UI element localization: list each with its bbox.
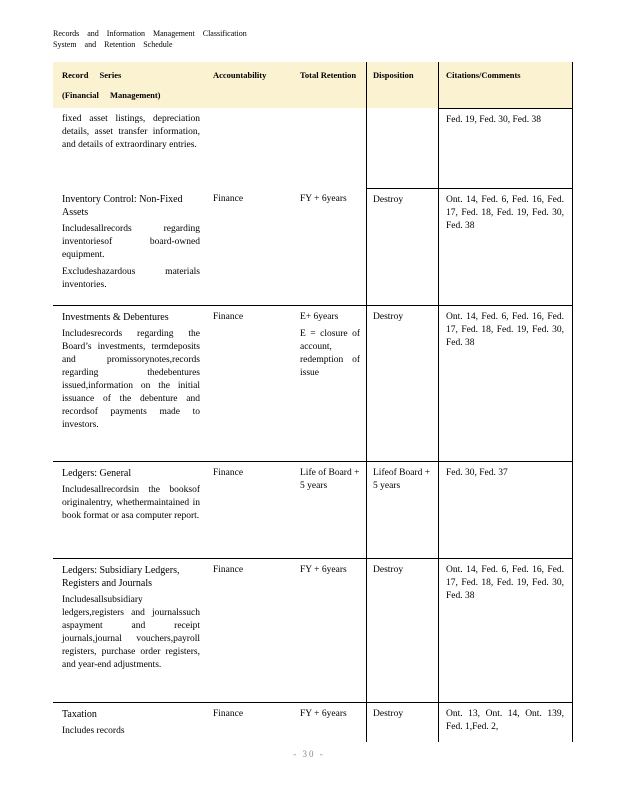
record-series-cell	[53, 703, 210, 742]
citations-cell	[438, 306, 573, 461]
table-row	[53, 188, 573, 305]
record-description: Includes records	[62, 726, 125, 736]
record-title: Ledgers: Subsidiary Ledgers, Registers and Journals	[62, 565, 180, 589]
citations-cell	[438, 462, 573, 558]
record-series-cell	[53, 462, 210, 558]
record-title: Inventory Control: Non-Fixed Assets	[62, 194, 183, 218]
citations-text: Ont. 13, Ont. 14, Ont. 139, Fed. 1,Fed. 2,	[446, 709, 564, 732]
retention-cell: Life of Board + 5 years	[300, 468, 360, 491]
disposition-cell	[366, 108, 438, 188]
record-series-cell	[53, 559, 210, 702]
disposition-cell: Destroy	[366, 306, 438, 461]
document-title-line2: System and Retention Schedule	[53, 40, 173, 49]
retention-cell	[295, 306, 366, 461]
retention-text: E+ 6years	[300, 312, 339, 322]
citations-text: Fed. 30, Fed. 37	[446, 468, 508, 478]
record-description: Includesallrecordsin the booksof originalentry, whethermaintained in book format or asa computer report.	[62, 485, 200, 521]
disposition-cell: Destroy	[366, 703, 438, 742]
record-description: Includesallrecords regarding inventoriesof board-owned equipment.	[62, 224, 200, 260]
column-header-record-series-label: Record Series	[62, 70, 122, 80]
table-row	[53, 702, 573, 742]
table-row	[53, 558, 573, 702]
record-title: Taxation	[62, 709, 97, 720]
record-series-cell	[53, 306, 210, 461]
accountability-cell: Finance	[213, 312, 244, 322]
record-series-cell	[53, 108, 210, 188]
table-row	[53, 305, 573, 461]
disposition-cell: Lifeof Board + 5 years	[366, 462, 438, 558]
accountability-cell: Finance	[213, 194, 244, 204]
retention-cell: FY + 6years	[300, 565, 347, 575]
retention-schedule-table	[53, 62, 573, 742]
table-row	[53, 108, 573, 188]
accountability-cell	[210, 108, 295, 188]
retention-cell	[295, 108, 366, 188]
record-title: Ledgers: General	[62, 468, 132, 479]
table-row	[53, 461, 573, 558]
citations-cell	[438, 188, 573, 305]
citations-text: Ont. 14, Fed. 6, Fed. 16, Fed. 17, Fed. 18, Fed. 19, Fed. 30, Fed. 38	[446, 195, 564, 231]
retention-cell: FY + 6years	[300, 709, 347, 719]
column-header-total-retention: Total Retention	[300, 70, 357, 80]
disposition-cell: Destroy	[366, 188, 438, 305]
citations-cell	[438, 703, 573, 742]
column-header-record-series	[53, 62, 210, 108]
column-header-citations: Citations/Comments	[438, 62, 573, 108]
citations-cell	[438, 108, 573, 188]
record-series-cell	[53, 188, 210, 305]
accountability-cell: Finance	[213, 468, 244, 478]
citations-cell	[438, 559, 573, 702]
document-title-line1: Records and Information Management Classification	[53, 29, 247, 38]
accountability-cell: Finance	[213, 709, 244, 719]
disposition-cell: Destroy	[366, 559, 438, 702]
record-description: Excludeshazardous materials inventories.	[62, 267, 200, 290]
accountability-cell: Finance	[213, 565, 244, 575]
document-title	[53, 28, 313, 50]
retention-note: E = closure of account, redemption of issue	[300, 329, 360, 378]
column-header-disposition: Disposition	[366, 62, 438, 108]
record-description: Includesallsubsidiary ledgers,registers and journalssuch aspayment and receipt journals,journal vouchers,payroll registers, purchase order registers, and year-end adjustments.	[62, 595, 200, 670]
record-description: fixed asset listings, depreciation details, asset transfer information, and details of extraordinary entries.	[62, 114, 200, 150]
column-header-accountability: Accountability	[213, 70, 267, 80]
citations-text: Ont. 14, Fed. 6, Fed. 16, Fed. 17, Fed. 18, Fed. 19, Fed. 30, Fed. 38	[446, 312, 564, 348]
citations-text: Fed. 19, Fed. 30, Fed. 38	[446, 115, 541, 125]
record-title: Investments & Debentures	[62, 312, 169, 323]
record-description: Includesrecords regarding the Board’s investments, termdeposits and promissorynotes,records regarding thedebentures issued,information on the initial issuance of the debenture and recordsof payments made to investors.	[62, 329, 200, 430]
column-header-record-series-sublabel: (Financial Management)	[62, 90, 161, 100]
citations-text: Ont. 14, Fed. 6, Fed. 16, Fed. 17, Fed. 18, Fed. 19, Fed. 30, Fed. 38	[446, 565, 564, 601]
table-header-row	[53, 62, 573, 108]
retention-cell: FY + 6years	[300, 194, 347, 204]
page-number: - 30 -	[293, 749, 325, 759]
